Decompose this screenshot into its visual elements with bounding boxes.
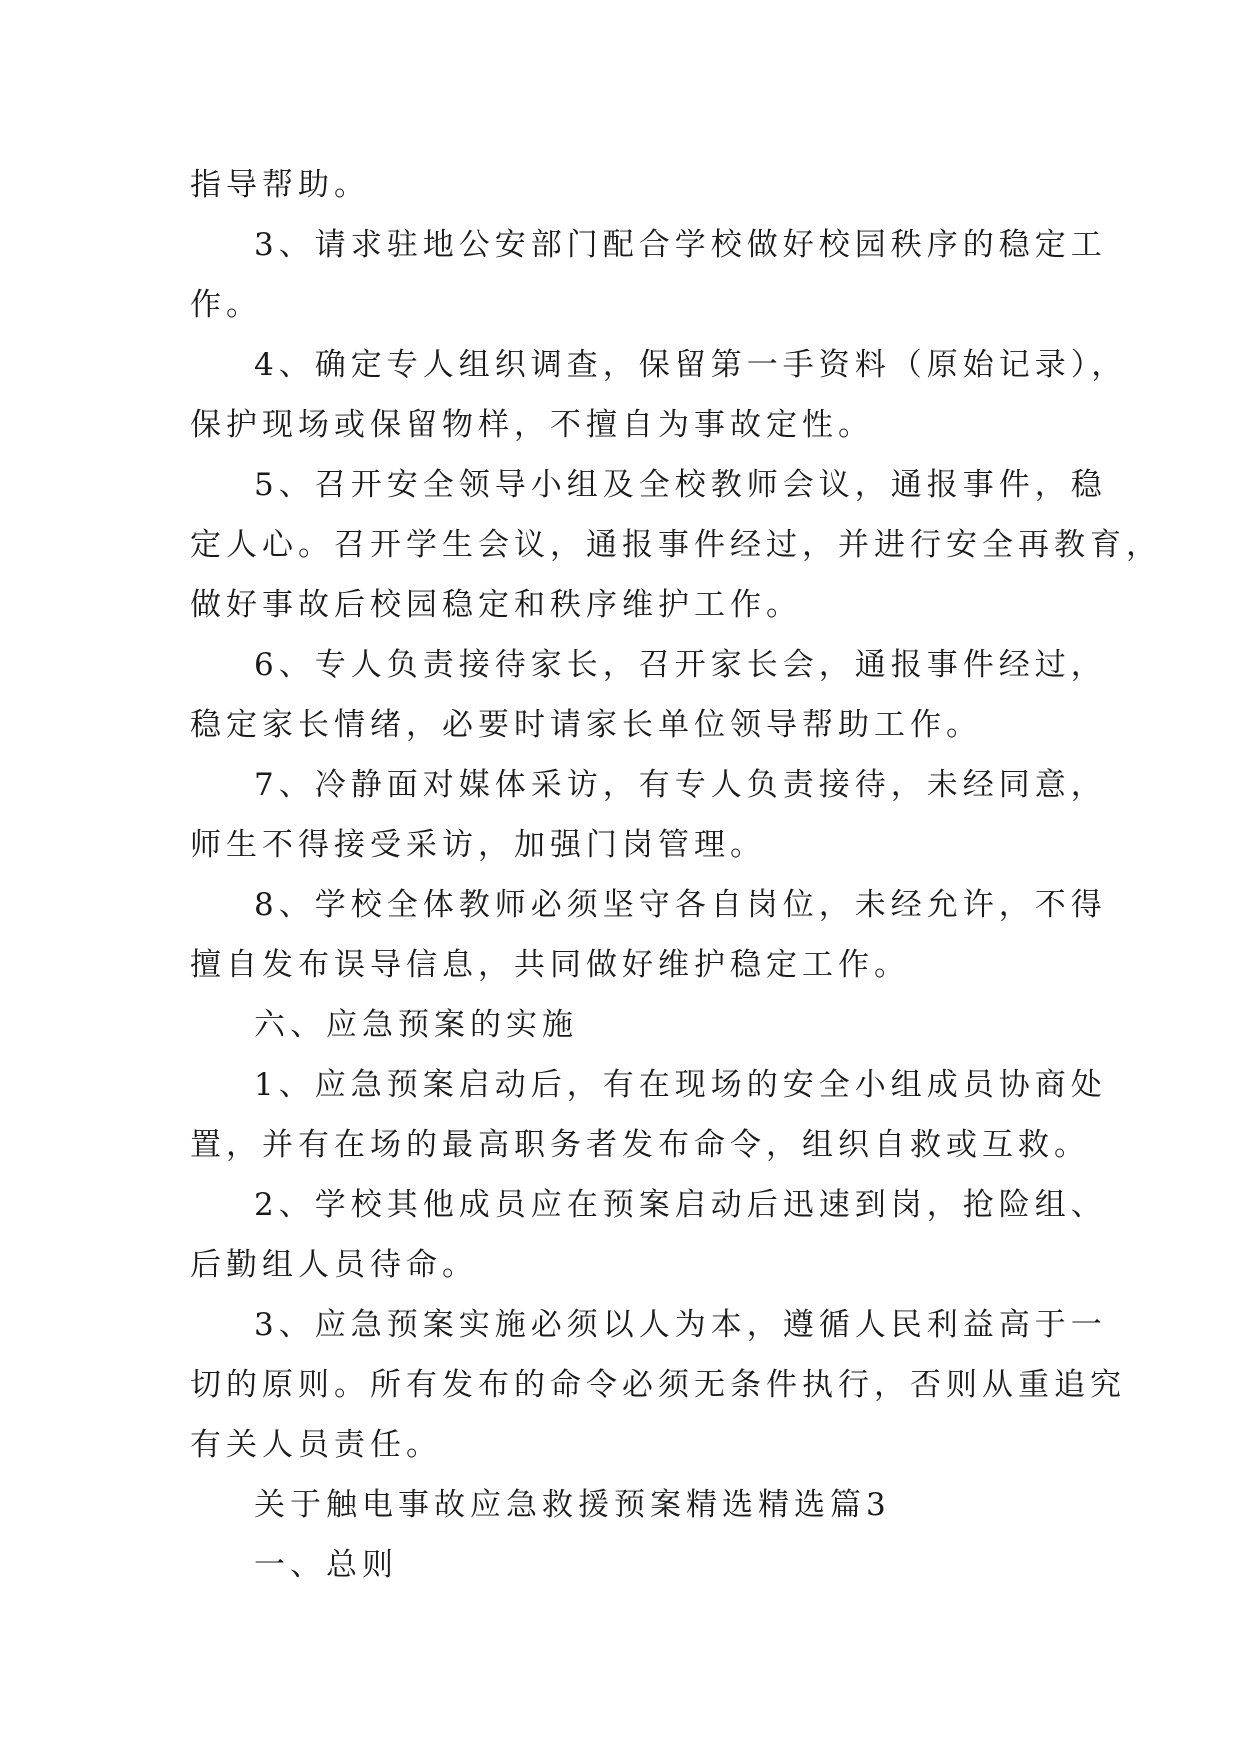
paragraph-line: 作。 [190, 287, 262, 323]
document-body [190, 155, 1162, 1595]
paragraph-line: 师生不得接受采访，加强门岗管理。 [190, 827, 766, 863]
paragraph-line: 1、应急预案启动后，有在现场的安全小组成员协商处 [254, 1067, 1107, 1103]
paragraph-line: 3、请求驻地公安部门配合学校做好校园秩序的稳定工 [254, 227, 1107, 263]
paragraph-line: 5、召开安全领导小组及全校教师会议，通报事件，稳 [254, 467, 1107, 503]
section-heading: 一、总则 [254, 1547, 398, 1583]
paragraph-line: 保护现场或保留物样，不擅自为事故定性。 [190, 407, 874, 443]
paragraph-line: 3、应急预案实施必须以人为本，遵循人民利益高于一 [254, 1307, 1107, 1343]
article-title: 关于触电事故应急救援预案精选精选篇3 [254, 1487, 891, 1523]
paragraph-line: 有关人员责任。 [190, 1427, 442, 1463]
paragraph-line: 7、冷静面对媒体采访，有专人负责接待，未经同意， [254, 767, 1107, 803]
paragraph-line: 6、专人负责接待家长，召开家长会，通报事件经过， [254, 647, 1107, 683]
paragraph-line: 擅自发布误导信息，共同做好维护稳定工作。 [190, 947, 910, 983]
paragraph-line: 稳定家长情绪，必要时请家长单位领导帮助工作。 [190, 707, 982, 743]
paragraph-line: 定人心。召开学生会议，通报事件经过，并进行安全再教育， [190, 527, 1162, 563]
paragraph-line: 做好事故后校园稳定和秩序维护工作。 [190, 587, 802, 623]
paragraph-line: 4、确定专人组织调查，保留第一手资料（原始记录）， [254, 347, 1128, 383]
paragraph-line: 指导帮助。 [190, 167, 370, 203]
paragraph-line: 置，并有在场的最高职务者发布命令，组织自救或互救。 [190, 1127, 1090, 1163]
paragraph-line: 2、学校其他成员应在预案启动后迅速到岗，抢险组、 [254, 1187, 1107, 1223]
paragraph-line: 8、学校全体教师必须坚守各自岗位，未经允许，不得 [254, 887, 1107, 923]
paragraph-line: 后勤组人员待命。 [190, 1247, 478, 1283]
paragraph-line: 切的原则。所有发布的命令必须无条件执行，否则从重追究 [190, 1367, 1126, 1403]
section-heading: 六、应急预案的实施 [254, 1007, 578, 1043]
